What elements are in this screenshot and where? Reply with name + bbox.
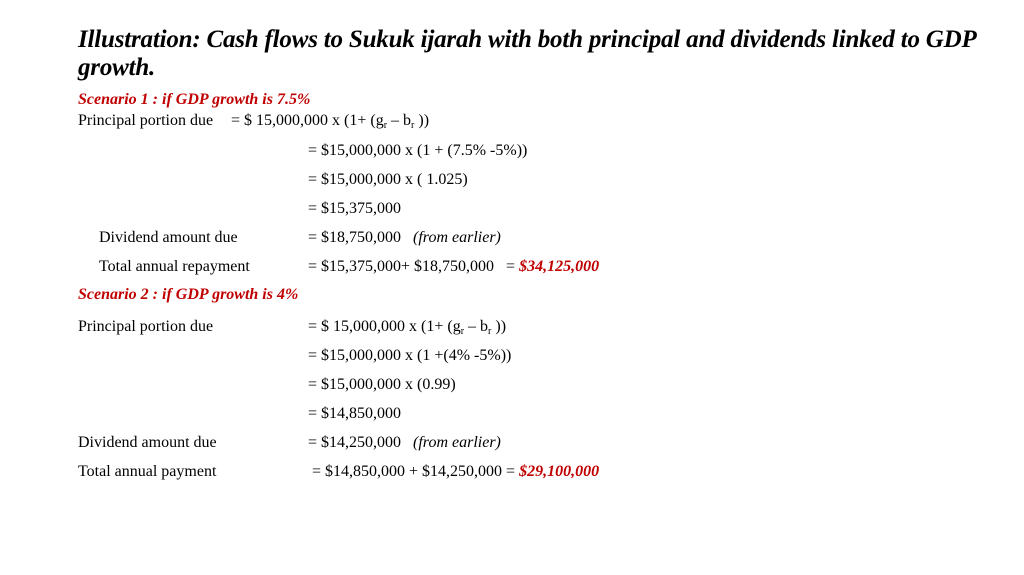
s2-step-3: = $15,000,000 x (0.99) — [308, 376, 456, 393]
s1-step-3: = $15,000,000 x ( 1.025) — [308, 171, 468, 188]
s2-step-4: = $14,850,000 — [308, 405, 402, 422]
s2-principal-formula: = $ 15,000,000 x ($1+ (g_r - b_r$ )) — [308, 318, 507, 337]
s1-total-value: = $15,375,000+ $18,750,000 = $34,125,000 — [308, 258, 600, 275]
s1-dividend-label: Dividend amount due — [99, 229, 238, 246]
s2-dividend-label: Dividend amount due — [78, 434, 217, 451]
slide-title: Illustration: Cash flows to Sukuk ijarah with both principal and dividends linked to GDP growth. — [78, 26, 976, 81]
s1-from-earlier: (from earlier) — [413, 229, 501, 246]
s2-step-2: = $15,000,000 x (1 +(4% -5%)) — [308, 347, 512, 364]
s1-step-4: = $15,375,000 — [308, 200, 402, 217]
s1-step-2: = $15,000,000 x (1 + (7.5% -5%)) — [308, 142, 528, 159]
s1-dividend-value: = $18,750,000 (from earlier) — [308, 229, 501, 246]
s2-total-result: $29,100,000 — [519, 463, 600, 480]
s2-total-label: Total annual payment — [78, 463, 217, 480]
s2-from-earlier: (from earlier) — [413, 434, 501, 451]
s2-dividend-value: = $14,250,000 (from earlier) — [308, 434, 501, 451]
s1-total-result: $34,125,000 — [519, 258, 600, 275]
s1-total-label: Total annual repayment — [99, 258, 250, 275]
s2-total-value: = $14,850,000 + $14,250,000 = $29,100,000 — [312, 463, 600, 480]
s2-principal-label: Principal portion due — [78, 318, 214, 335]
scenario-2-heading: Scenario 2 : if GDP growth is 4% — [78, 286, 299, 303]
s1-principal-formula: = $ 15,000,000 x ($1+ (g_r - b_r$ )) — [231, 112, 430, 131]
scenario-1-heading: Scenario 1 : if GDP growth is 7.5% — [78, 91, 311, 108]
s1-principal-label: Principal portion due — [78, 112, 214, 129]
